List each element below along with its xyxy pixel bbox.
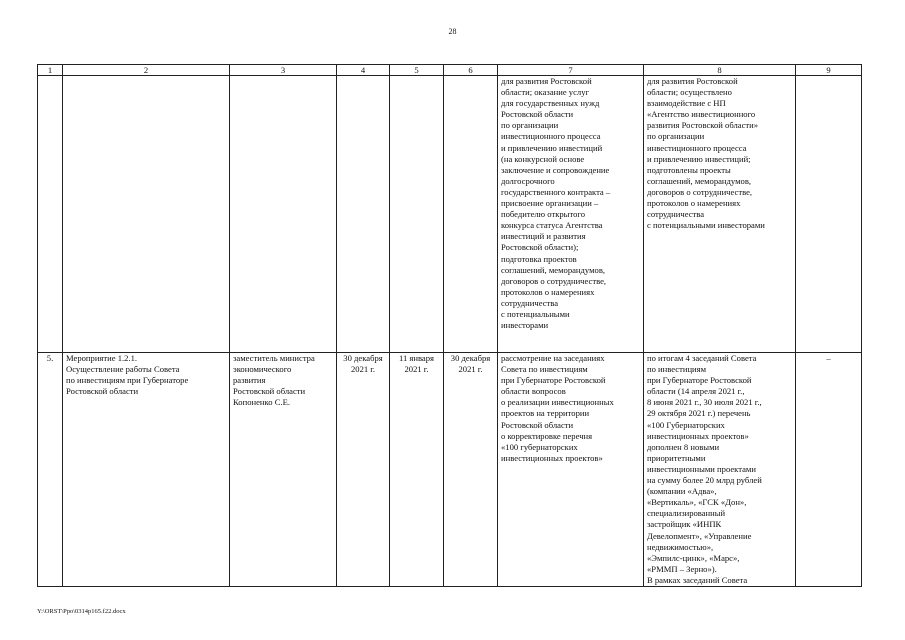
column-number: 2 [63, 65, 230, 76]
plan-report-table [37, 64, 862, 587]
column-number: 4 [337, 65, 390, 76]
page-number: 28 [448, 27, 457, 36]
start-date-cell: 11 января 2021 г. [390, 353, 444, 587]
column-number: 6 [444, 65, 498, 76]
expected-result-cell: для развития Ростовской области; оказание услуг для государственных нужд Ростовской области по организации инвестиционного процесса и привлечению инвестиций (на конкурсной основе заключение и сопровождение долгосрочного государственного контракта – присвоение организации – победителю открытого конкурса статуса Агентства инвестиций и развития Ростовской области); подготовка проектов соглашений, меморандумов, договоров о сотрудничестве, протоколов о намерениях сотрудничества с потенциальными инвесторами [498, 76, 644, 353]
activity-cell: Мероприятие 1.2.1. Осуществление работы Совета по инвестициям при Губернаторе Ростовской области [63, 353, 230, 587]
column-number-row [38, 65, 862, 76]
start-date-cell [390, 76, 444, 353]
column-number: 1 [38, 65, 63, 76]
column-number: 3 [230, 65, 337, 76]
actual-result-cell: для развития Ростовской области; осуществлено взаимодействие с НП «Агентство инвестиционного развития Ростовской области» по организации инвестиционного процесса и привлечению инвестиций; подготовлены проекты соглашений, меморандумов, договоров о сотрудничестве, протоколов о намерениях сотрудничества с потенциальными инвесторами [644, 76, 796, 353]
activity-cell [63, 76, 230, 353]
actual-result-cell: по итогам 4 заседаний Совета по инвестициям при Губернаторе Ростовской области (14 апреля 2021 г., 8 июня 2021 г., 30 июля 2021 г., 29 октября 2021 г.) перечень «100 Губернаторских инвестиционных проектов» дополнен 8 новыми приоритетными инвестиционными проектами на сумму более 20 млрд рублей (компании «Адва», «Вертикаль», «ГСК «Дон», специализированный застройщик «ИНПК Девелопмент», «Управление недвижимостью», «Эмпилс-цинк», «Марс», «РММП – Зерно»). В рамках заседаний Совета [644, 353, 796, 587]
note-cell [796, 76, 862, 353]
planned-date-cell: 30 декабря 2021 г. [337, 353, 390, 587]
note-cell: – [796, 353, 862, 587]
table-row [38, 76, 862, 353]
row-number-cell: 5. [38, 353, 63, 587]
column-number: 7 [498, 65, 644, 76]
table-row [38, 353, 862, 587]
row-number-cell [38, 76, 63, 353]
column-number: 8 [644, 65, 796, 76]
responsible-cell: заместитель министра экономического развития Ростовской области Копоненко С.Е. [230, 353, 337, 587]
file-path-footer: Y:\ORST\Ppo\0314p165.f22.docx [37, 608, 126, 615]
column-number: 5 [390, 65, 444, 76]
end-date-cell: 30 декабря 2021 г. [444, 353, 498, 587]
expected-result-cell: рассмотрение на заседаниях Совета по инвестициям при Губернаторе Ростовской области вопросов о реализации инвестиционных проектов на территории Ростовской области о корректировке перечня «100 губернаторских инвестиционных проектов» [498, 353, 644, 587]
end-date-cell [444, 76, 498, 353]
planned-date-cell [337, 76, 390, 353]
column-number: 9 [796, 65, 862, 76]
responsible-cell [230, 76, 337, 353]
